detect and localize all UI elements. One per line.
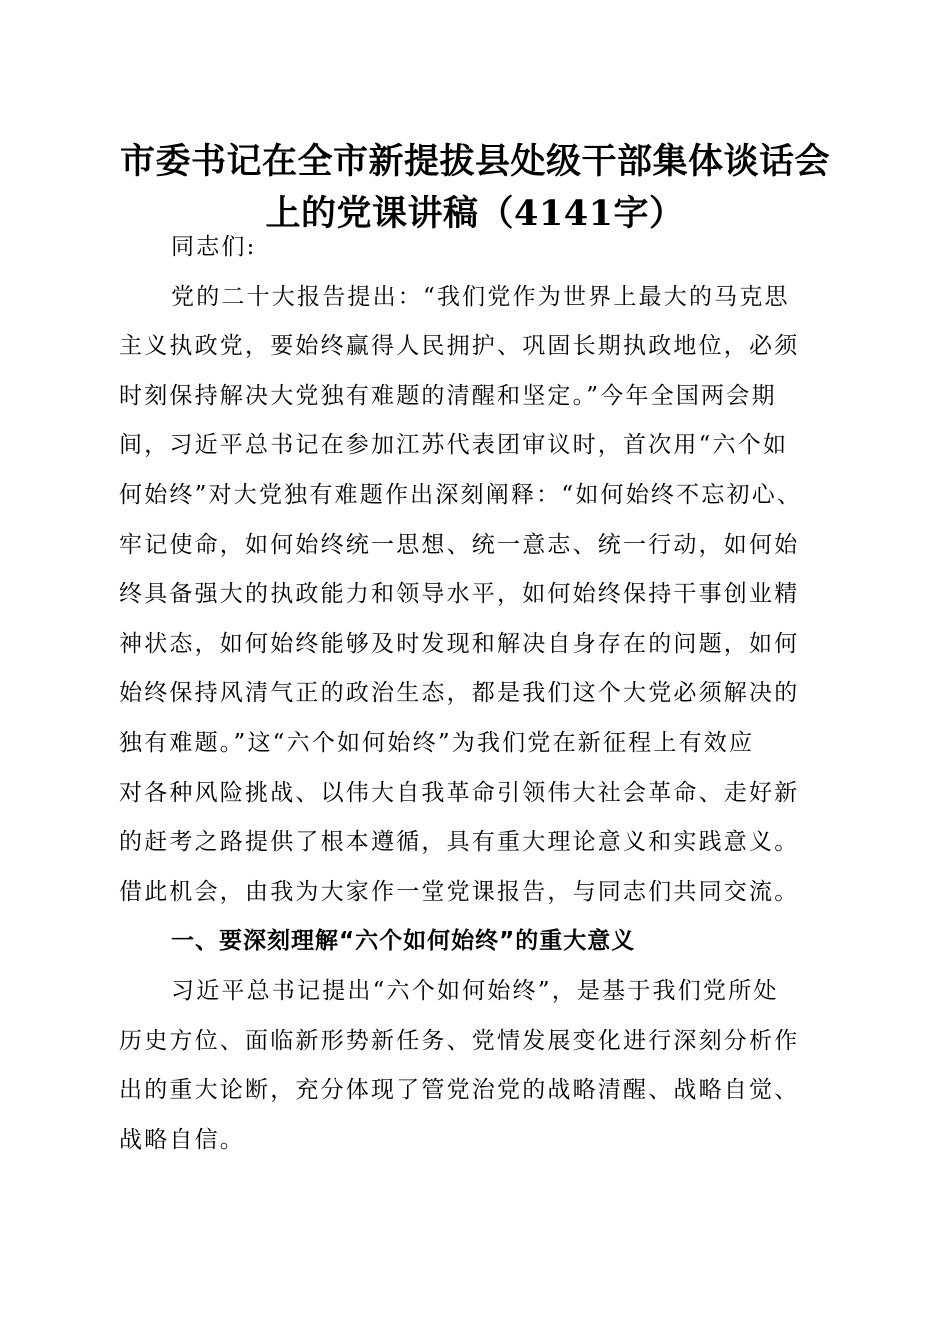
paragraph-line: 战略自信。 [119, 1126, 245, 1153]
paragraph-line: 借此机会，由我为大家作一堂党课报告，与同志们共同交流。 [119, 878, 800, 905]
paragraph-line: 习近平总书记提出“六个如何始终”，是基于我们党所处 [171, 978, 779, 1004]
paragraph-line: 牢记使命，如何始终统一思想、统一意志、统一行动，如何始 [119, 531, 800, 558]
paragraph-line: 党的二十大报告提出：“我们党作为世界上最大的马克思 [171, 283, 790, 310]
paragraph-line: 神状态，如何始终能够及时发现和解决自身存在的问题，如何 [119, 630, 800, 657]
paragraph-line: 的赶考之路提供了根本遵循，具有重大理论意义和实践意义。 [119, 829, 800, 856]
paragraph-line: 出的重大论断，充分体现了管党治党的战略清醒、战略自觉、 [119, 1077, 800, 1104]
paragraph-line: 对各种风险挑战、以伟大自我革命引领伟大社会革命、走好新 [119, 779, 800, 806]
paragraph-line: 间，习近平总书记在参加江苏代表团审议时，首次用“六个如 [119, 432, 789, 459]
section-heading: 一、要深刻理解“六个如何始终”的重大意义 [171, 928, 636, 955]
paragraph-line: 终具备强大的执政能力和领导水平，如何始终保持干事创业精 [119, 581, 800, 608]
paragraph-line: 同志们: [171, 234, 257, 260]
paragraph-line: 主义执政党，要始终赢得人民拥护、巩固长期执政地位，必须 [119, 333, 800, 360]
document-title-line-2: 上的党课讲稿（4141字） [265, 193, 685, 234]
paragraph-line: 何始终”对大党独有难题作出深刻阐释：“如何始终不忘初心、 [119, 482, 803, 508]
document-title-line-1: 市委书记在全市新提拔县处级干部集体谈话会 [119, 141, 830, 182]
paragraph-line: 独有难题。”这“六个如何始终”为我们党在新征程上有效应 [119, 730, 755, 756]
paragraph-line: 始终保持风清气正的政治生态，都是我们这个大党必须解决的 [119, 680, 800, 707]
paragraph-line: 历史方位、面临新形势新任务、党情发展变化进行深刻分析作 [119, 1027, 800, 1054]
paragraph-line: 时刻保持解决大党独有难题的清醒和坚定。”今年全国两会期 [119, 382, 777, 409]
